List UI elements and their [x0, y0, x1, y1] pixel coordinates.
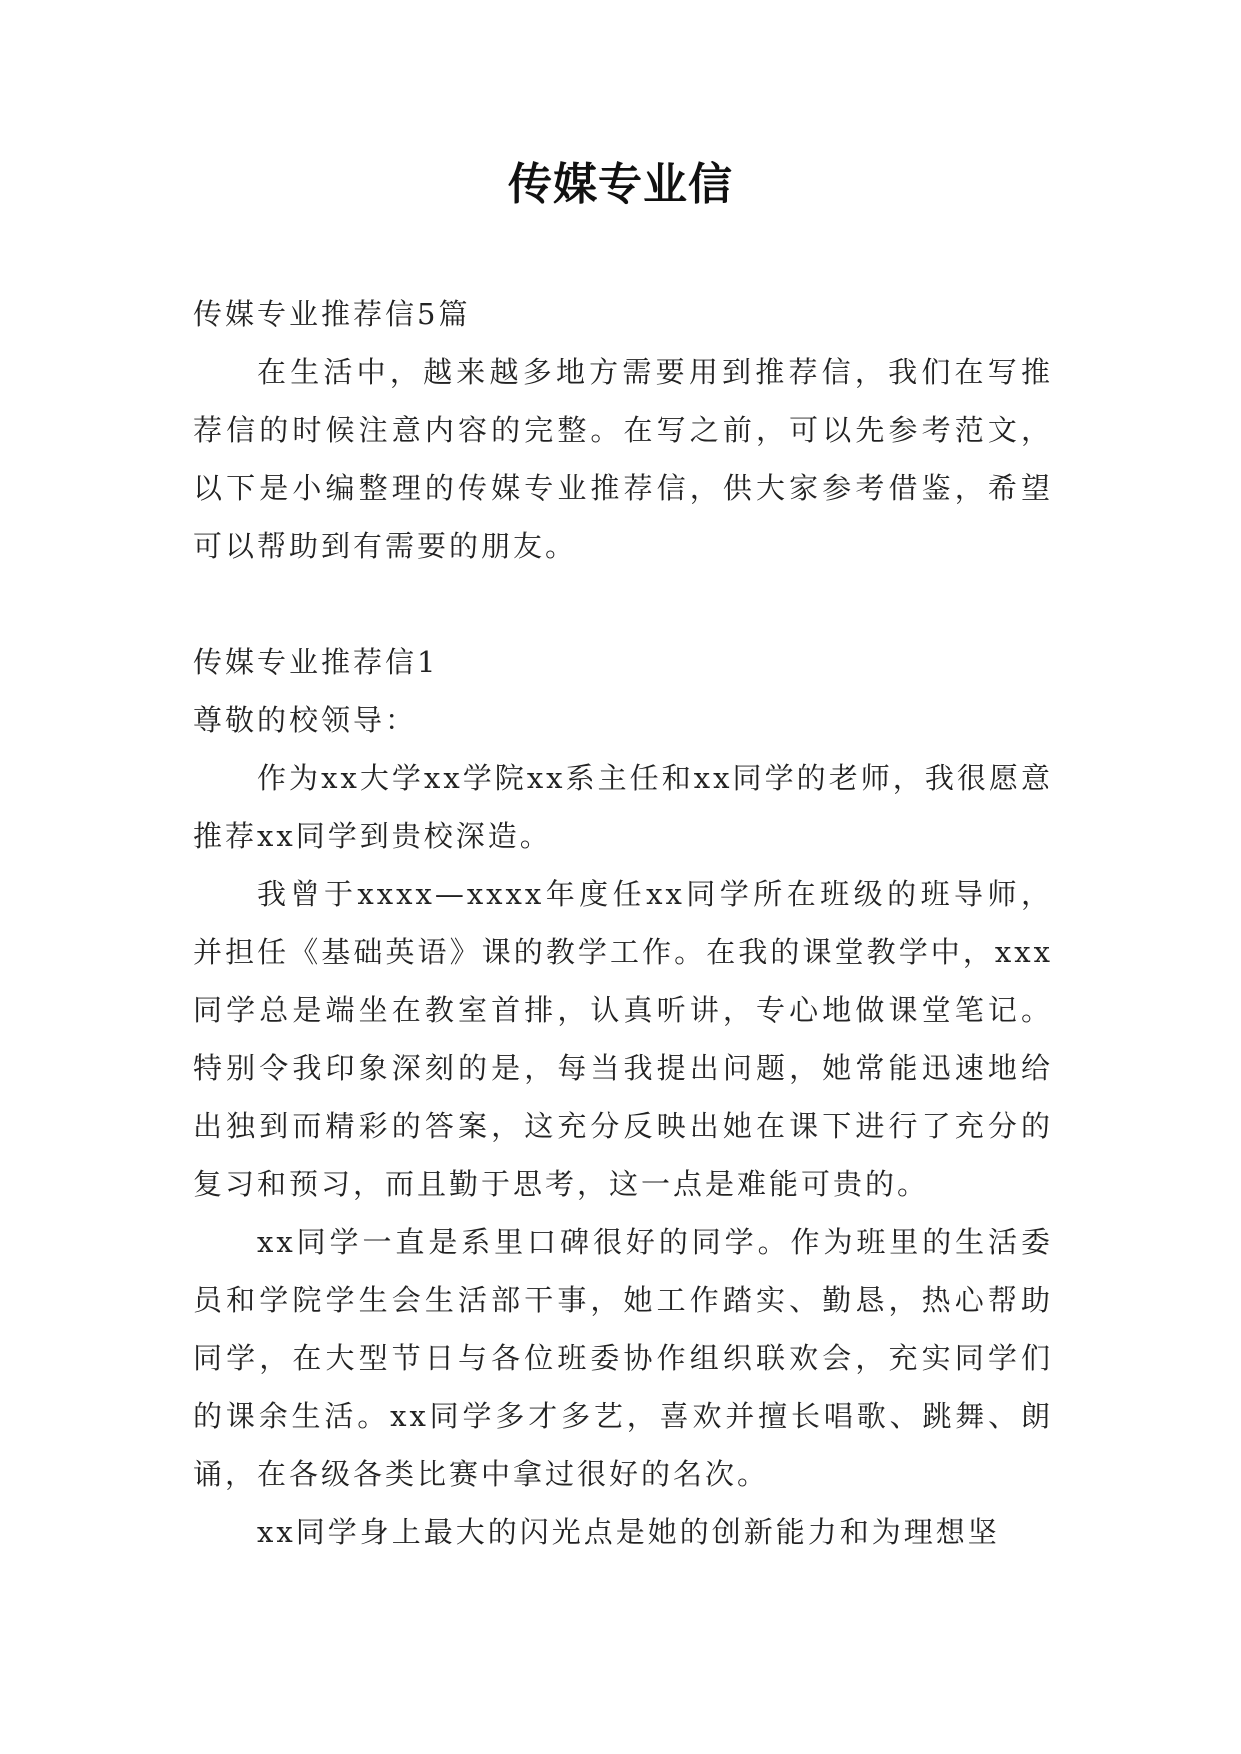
salutation: 尊敬的校领导：: [193, 703, 418, 737]
document-subtitle: 传媒专业推荐信5篇: [193, 297, 471, 331]
document-title: 传媒专业信: [508, 159, 733, 210]
body-paragraph: 作为xx大学xx学院xx系主任和xx同学的老师，我很愿意推荐xx同学到贵校深造。: [193, 761, 1053, 853]
section-heading: 传媒专业推荐信1: [193, 645, 439, 679]
body-paragraph: 我曾于xxxx—xxxx年度任xx同学所在班级的班导师，并担任《基础英语》课的教学工作。在我的课堂教学中，xxx同学总是端坐在教室首排，认真听讲，专心地做课堂笔记。特别令我印象深刻的是，每当我提出问题，她常能迅速地给出独到而精彩的答案，这充分反映出她在课下进行了充分的复习和预习，而且勤于思考，这一点是难能可贵的。: [193, 877, 1053, 1201]
intro-paragraph: 在生活中，越来越多地方需要用到推荐信，我们在写推荐信的时候注意内容的完整。在写之前，可以先参考范文，以下是小编整理的传媒专业推荐信，供大家参考借鉴，希望可以帮助到有需要的朋友。: [193, 355, 1053, 563]
document-body: [193, 285, 1053, 1561]
body-paragraph: xx同学身上最大的闪光点是她的创新能力和为理想坚: [257, 1515, 1000, 1549]
body-paragraph: xx同学一直是系里口碑很好的同学。作为班里的生活委员和学院学生会生活部干事，她工作踏实、勤恳，热心帮助同学，在大型节日与各位班委协作组织联欢会，充实同学们的课余生活。xx同学多才多艺，喜欢并擅长唱歌、跳舞、朗诵，在各级各类比赛中拿过很好的名次。: [193, 1225, 1053, 1491]
paragraph-spacer: [193, 575, 1053, 633]
